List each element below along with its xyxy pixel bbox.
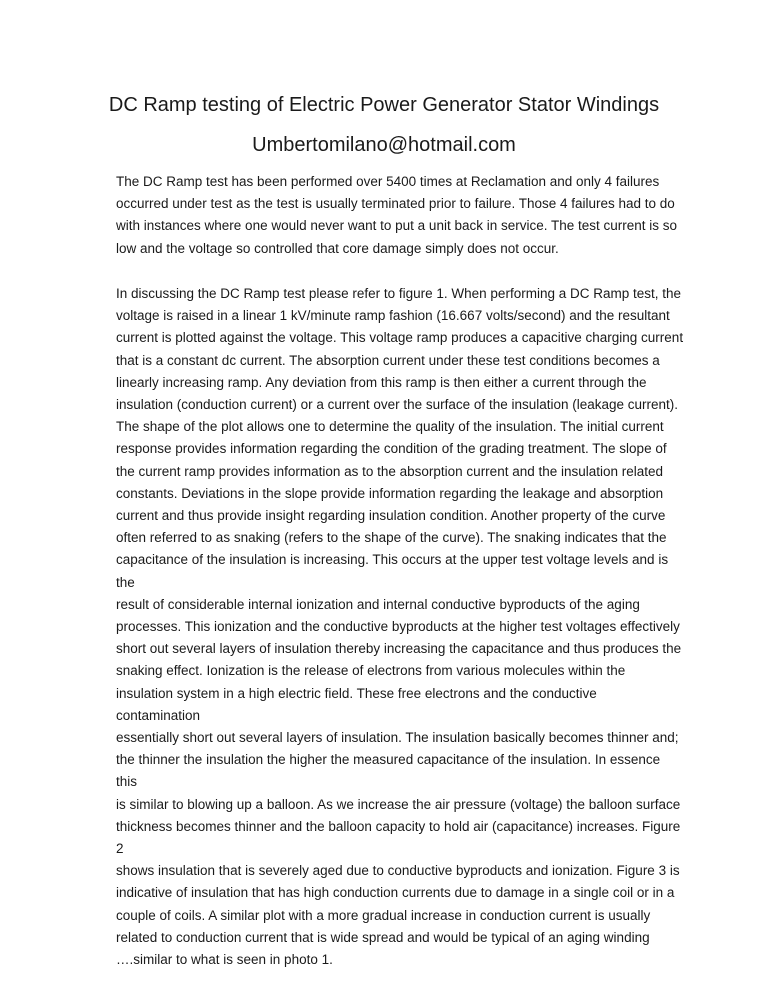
paragraph-intro: The DC Ramp test has been performed over 5400 times at Reclamation and only 4 failures occurred under test as the test is usually terminated prior to failure. Those 4 failures had to do with instances where one would never want to put a unit back in service. The test current is so low and the voltage so controlled that core damage simply does not occur.: [116, 174, 678, 256]
author-email: Umbertomilano@hotmail.com: [252, 134, 516, 156]
paragraph-discussion: In discussing the DC Ramp test please refer to figure 1. When performing a DC Ramp test, the voltage is raised in a linear 1 kV/minute ramp fashion (16.667 volts/second) and the resultant current is plotted against the voltage. This voltage ramp produces a capacitive charging current that is a constant dc current. The absorption current under these test conditions becomes a linearly increasing ramp. Any deviation from this ramp is then either a current through the insulation (conduction current) or a current over the surface of the insulation (leakage current). The shape of the plot allows one to determine the quality of the insulation. The initial current response provides information regarding the condition of the grading treatment. The slope of the current ramp provides information as to the absorption current and the insulation related constants. Deviations in the slope provide information regarding the leakage and absorption current and thus provide insight regarding insulation condition. Another property of the curve often referred to as snaking (refers to the shape of the curve). The snaking indicates that the capacitance of the insulation is increasing. This occurs at the upper test voltage levels and is the result of considerable internal ionization and internal conductive byproducts of the aging processes. This ionization and the conductive byproducts at the higher test voltages effectively short out several layers of insulation thereby increasing the capacitance and thus produces the snaking effect. Ionization is the release of electrons from various molecules within the insulation system in a high electric field. These free electrons and the conductive contamination essentially short out several layers of insulation. The insulation basically becomes thinner and; the thinner the insulation the higher the measured capacitance of the insulation. In essence this is similar to blowing up a balloon. As we increase the air pressure (voltage) the balloon surface thickness becomes thinner and the balloon capacity to hold air (capacitance) increases. Figure 2 shows insulation that is severely aged due to conductive byproducts and ionization. Figure 3 is indicative of insulation that has high conduction currents due to damage in a single coil or in a couple of coils. A similar plot with a more gradual increase in conduction current is usually related to conduction current that is wide spread and would be typical of an aging winding ….similar to what is seen in photo 1.: [116, 286, 684, 968]
document-title: DC Ramp testing of Electric Power Generator Stator Windings: [108, 94, 660, 116]
